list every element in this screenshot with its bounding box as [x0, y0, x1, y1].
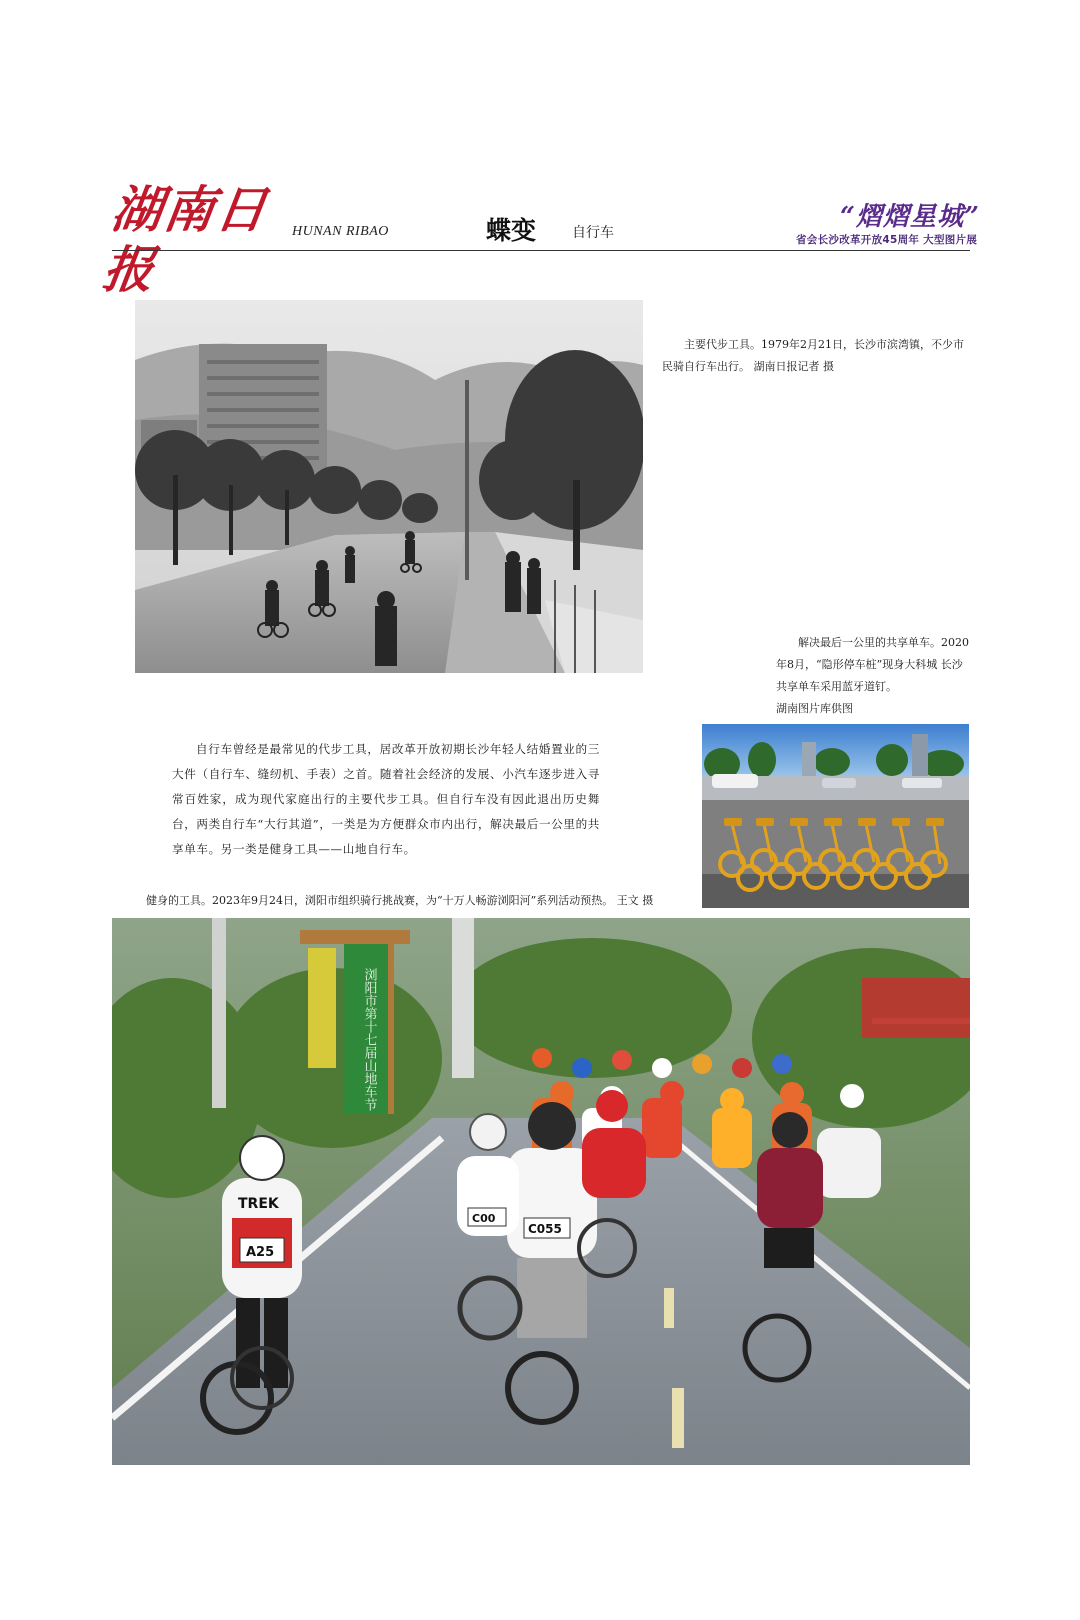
rider-bib-c00: C00: [472, 1212, 496, 1225]
caption-photo-1979: 主要代步工具。1979年2月21日，长沙市滨湾镇，不少市民骑自行车出行。 湖南日报记者 摄: [662, 338, 964, 373]
section-subtitle: 自行车: [572, 225, 614, 241]
campaign-title: “熠熠星城”: [840, 202, 980, 232]
rider-bib-a25: A25: [246, 1245, 275, 1260]
photo-1979-street-cyclists: [135, 300, 643, 673]
section-title: 蝶变: [486, 216, 537, 245]
caption-photo-2020-credit: 湖南图片库供图: [776, 702, 853, 715]
newspaper-name-en: HUNAN RIBAO: [292, 224, 389, 239]
race-sign-text: 浏阳市第十七届山地车节: [361, 968, 377, 1111]
masthead-divider: [112, 250, 970, 251]
caption-photo-2023: 健身的工具。2023年9月24日，浏阳市组织骑行挑战赛，为“十万人畅游浏阳河”系列活动预热。 王文 摄: [146, 894, 654, 907]
rider-bib-c055: C055: [528, 1222, 562, 1236]
campaign-subtitle: 省会长沙改革开放45周年 大型图片展: [796, 234, 978, 246]
article-body: 自行车曾经是最常见的代步工具，居改革开放初期长沙年轻人结婚置业的三大件（自行车、缝纫机、手表）之首。随着社会经济的发展、小汽车逐步进入寻常百姓家，成为现代家庭出行的主要代步工具。但自行车没有因此退出历史舞台，两类自行车“大行其道”，一类是为方便群众市内出行，解决最后一公里的共享单车。另一类是健身工具——山地自行车。: [172, 742, 600, 856]
photo-2023-cycling-race: [112, 918, 970, 1465]
newspaper-logo: 湖南日报: [99, 180, 273, 299]
photo-2020-shared-bikes: [702, 724, 969, 908]
caption-photo-2020: [776, 632, 972, 720]
caption-photo-2020-text: 解决最后一公里的共享单车。2020年8月，“隐形停车桩”现身大科城 长沙共享单车采用蓝牙道钉。: [776, 636, 969, 693]
rider-jersey-text: TREK: [238, 1196, 279, 1212]
